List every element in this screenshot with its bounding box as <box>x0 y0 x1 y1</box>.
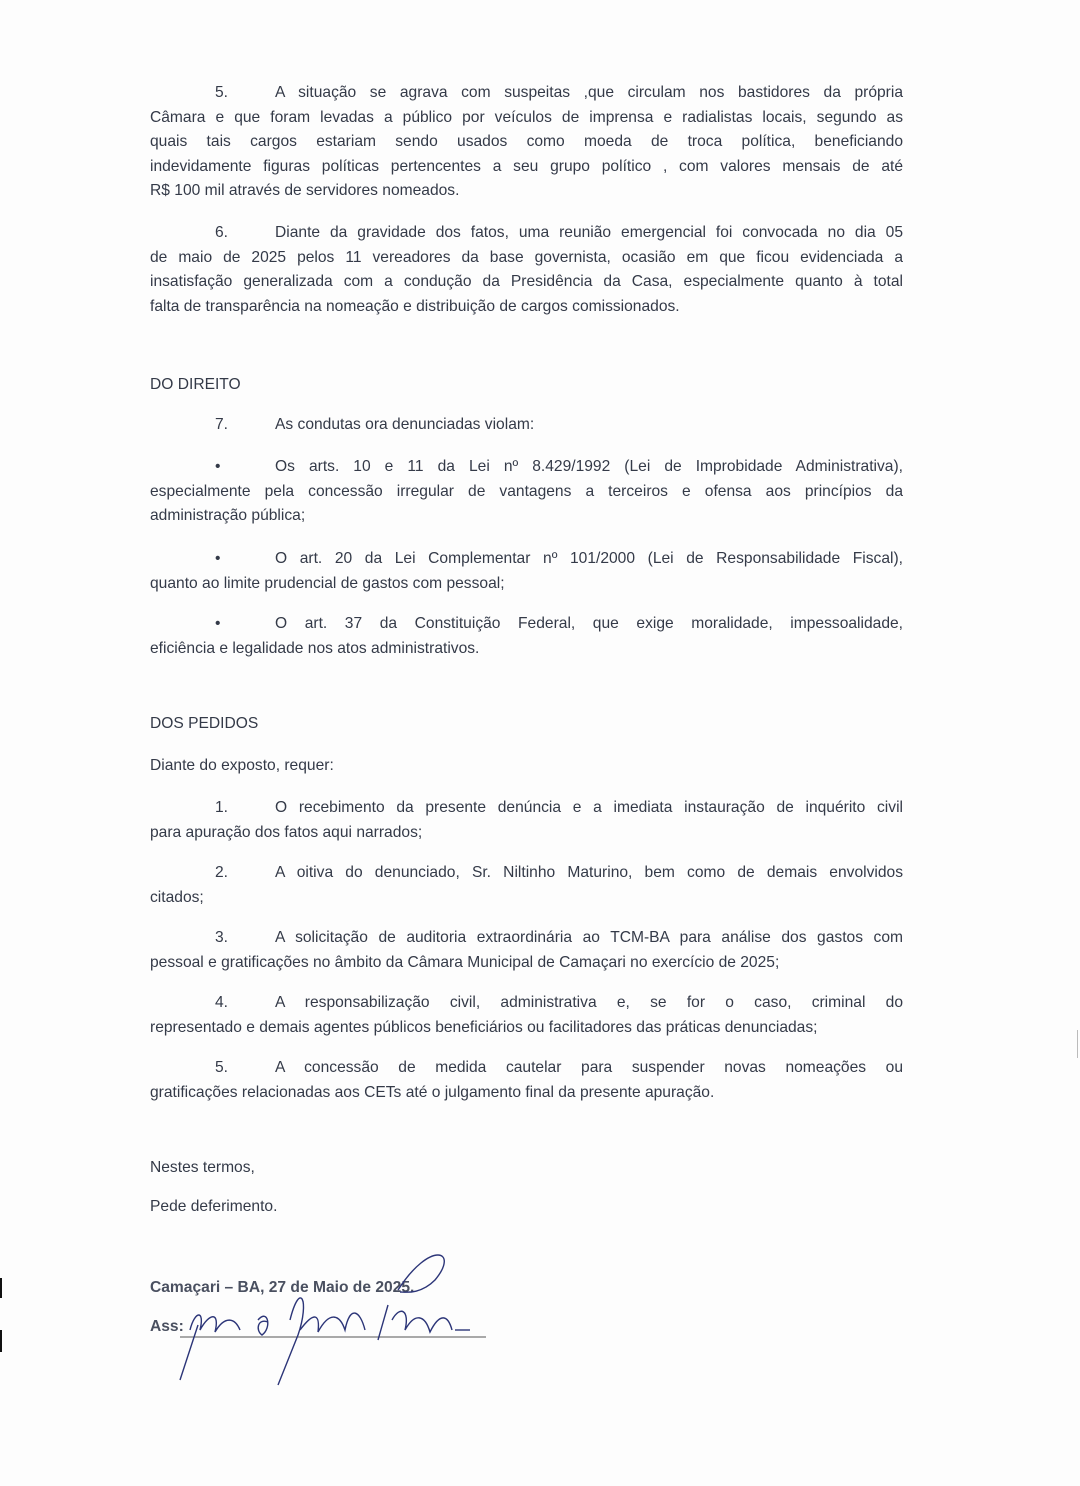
numbered-paragraph <box>150 81 903 204</box>
text-line: A oitiva do denunciado, Sr. Niltinho Maturino, bem como de demais envolvidos 2. <box>275 861 903 886</box>
signature-label: Ass: <box>150 1318 184 1335</box>
text-line: Diante da gravidade dos fatos, uma reunião emergencial foi convocada no dia 05 6. <box>275 221 903 246</box>
text-line: de maio de 2025 pelos 11 vereadores da base governista, ocasião em que ficou evidenciada a <box>150 248 903 266</box>
text-line: A solicitação de auditoria extraordinária ao TCM-BA para análise dos gastos com 3. <box>275 926 903 951</box>
text-line: A responsabilização civil, administrativa e, se for o caso, criminal do 4. <box>275 991 903 1016</box>
numbered-paragraph <box>150 796 903 845</box>
text-line: A concessão de medida cautelar para suspender novas nomeações ou 5. <box>275 1056 903 1081</box>
paragraph-number: 2. <box>215 864 229 881</box>
text-line: O art. 37 da Constituição Federal, que exige moralidade, impessoalidade, • <box>275 612 903 637</box>
scan-edge-mark <box>0 1330 2 1352</box>
text-line: quais tais cargos estariam sendo usados como moeda de troca política, beneficiando <box>150 133 903 151</box>
text-line: citados; <box>150 888 204 906</box>
numbered-paragraph <box>150 413 903 438</box>
numbered-paragraph <box>150 991 903 1040</box>
paragraph-number: 6. <box>215 224 229 241</box>
text-line: O recebimento da presente denúncia e a imediata instauração de inquérito civil 1. <box>275 796 903 821</box>
scan-edge-mark <box>0 1278 2 1298</box>
text-line: A situação se agrava com suspeitas ,que circulam nos bastidores da própria 5. <box>275 81 903 106</box>
paragraph-number: 1. <box>215 799 229 816</box>
bullet-item <box>150 455 903 529</box>
numbered-paragraph <box>150 1056 903 1105</box>
numbered-paragraph <box>150 861 903 910</box>
paragraph-number: • <box>215 458 221 475</box>
text-line: pessoal e gratificações no âmbito da Câmara Municipal de Camaçari no exercício de 2025; <box>150 953 780 971</box>
paragraph-number: 4. <box>215 994 229 1011</box>
paragraph-number: 5. <box>215 84 229 101</box>
text-line: Os arts. 10 e 11 da Lei nº 8.429/1992 (Lei de Improbidade Administrativa), • <box>275 455 903 480</box>
text-line: O art. 20 da Lei Complementar nº 101/2000 (Lei de Responsabilidade Fiscal), • <box>275 547 903 572</box>
text-line: R$ 100 mil através de servidores nomeados. <box>150 182 460 200</box>
numbered-paragraph <box>150 926 903 975</box>
text-line: para apuração dos fatos aqui narrados; <box>150 823 423 841</box>
closing-nestes-termos: Nestes termos, <box>150 1159 255 1176</box>
requests-intro: Diante do exposto, requer: <box>150 757 334 774</box>
numbered-paragraph <box>150 221 903 319</box>
section-heading-dos-pedidos: DOS PEDIDOS <box>150 715 259 732</box>
section-heading-do-direito: DO DIREITO <box>150 376 241 393</box>
paragraph-number: • <box>215 615 221 632</box>
text-line: administração pública; <box>150 507 306 525</box>
text-line: especialmente pela concessão irregular de vantagens a terceiros e ofensa aos princípios da <box>150 482 903 500</box>
text-line: representado e demais agentes públicos beneficiários ou facilitadores das práticas denunciadas; <box>150 1018 818 1036</box>
scan-edge-mark <box>1077 1030 1078 1058</box>
place-date: Camaçari – BA, 27 de Maio de 2025. <box>150 1279 415 1296</box>
text-line: quanto ao limite prudencial de gastos com pessoal; <box>150 574 505 592</box>
text-line: As condutas ora denunciadas violam: 7. <box>275 413 903 438</box>
text-line: gratificações relacionadas aos CETs até o julgamento final da presente apuração. <box>150 1083 715 1101</box>
paragraph-number: • <box>215 550 221 567</box>
bullet-item <box>150 547 903 596</box>
text-line: insatisfação generalizada com a condução da Presidência da Casa, especialmente quanto à total <box>150 273 903 291</box>
text-line: falta de transparência na nomeação e distribuição de cargos comissionados. <box>150 297 680 315</box>
text-line: Câmara e que foram levadas a público por veículos de imprensa e radialistas locais, segundo as <box>150 108 903 126</box>
text-line: indevidamente figuras políticas pertencentes a seu grupo político , com valores mensais de até <box>150 157 903 175</box>
paragraph-number: 5. <box>215 1059 229 1076</box>
closing-pede-deferimento: Pede deferimento. <box>150 1198 278 1215</box>
text-line: eficiência e legalidade nos atos administrativos. <box>150 639 480 657</box>
paragraph-number: 3. <box>215 929 229 946</box>
bullet-item <box>150 612 903 661</box>
paragraph-number: 7. <box>215 416 229 433</box>
